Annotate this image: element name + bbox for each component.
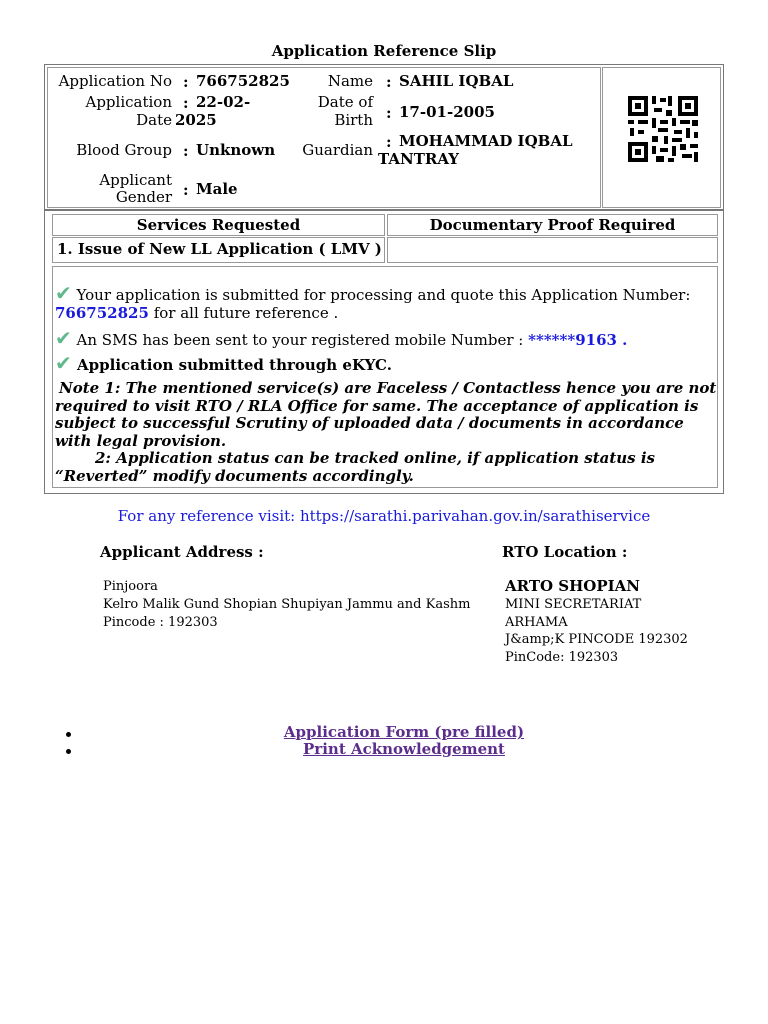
check-icon: ✔	[55, 326, 72, 350]
rto-line-2: ARHAMA	[505, 615, 568, 630]
rto-line-3: J&amp;K PINCODE 192302	[505, 632, 688, 647]
submission-text-end: for all future reference .	[148, 303, 339, 322]
colon: :	[386, 133, 392, 151]
rto-name: ARTO SHOPIAN	[505, 577, 641, 595]
mobile-number-masked: ******9163 .	[528, 331, 628, 349]
colon: :	[183, 142, 189, 160]
application-no-value: 766752825	[196, 72, 290, 90]
submission-text: Your application is submitted for processing and quote this Application Number:	[76, 286, 691, 304]
name-label: Name	[327, 72, 373, 90]
submission-message	[55, 281, 715, 322]
documentary-proof-header: Documentary Proof Required	[387, 214, 718, 236]
application-number-highlight: 766752825	[55, 303, 149, 322]
gender-value: Male	[196, 180, 238, 198]
ekyc-message	[55, 351, 715, 375]
guardian-value-1: MOHAMMAD IQBAL	[399, 132, 573, 150]
blood-group-label: Blood Group	[76, 141, 172, 159]
services-box	[44, 209, 724, 494]
name-value: SAHIL IQBAL	[399, 72, 514, 90]
note-1: Note 1: The mentioned service(s) are Faceless / Contactless hence you are not required to visit RTO / RLA Office for same. The acceptance of application is subject to successful Scrutiny of uploaded data / documents in accordance with legal provision.	[55, 379, 717, 450]
print-acknowledgement-link[interactable]: Print Acknowledgement	[303, 740, 505, 758]
colon: :	[183, 94, 189, 112]
applicant-address-label: Applicant Address :	[100, 543, 264, 561]
guardian-label: Guardian	[302, 141, 373, 159]
colon: :	[183, 181, 189, 199]
services-requested-header: Services Requested	[52, 214, 385, 236]
address-pincode: Pincode : 192303	[103, 615, 218, 630]
dob-value: 17-01-2005	[399, 103, 495, 121]
ekyc-text: Application submitted through eKYC.	[77, 356, 392, 374]
check-icon: ✔	[55, 281, 72, 305]
application-form-link[interactable]: Application Form (pre filled)	[283, 723, 525, 741]
page-title: Application Reference Slip	[271, 42, 497, 60]
sms-message	[55, 326, 715, 350]
note-2: 2: Application status can be tracked online, if application status is “Reverted” modify documents accordingly.	[55, 449, 655, 485]
colon: :	[386, 73, 392, 91]
application-date-value-2: 2025	[175, 111, 217, 129]
rto-line-1: MINI SECRETARIAT	[505, 597, 642, 612]
service-row-1: 1. Issue of New LL Application ( LMV )	[52, 237, 385, 263]
address-line-2: Kelro Malik Gund Shopian Shupiyan Jammu and Kashm	[103, 597, 471, 612]
address-line-1: Pinjoora	[103, 579, 158, 594]
application-date-value-1: 22-02-	[196, 93, 251, 111]
sms-text: An SMS has been sent to your registered mobile Number :	[76, 331, 529, 349]
qr-cell	[602, 67, 721, 208]
messages-panel	[52, 266, 718, 488]
guardian-value-2: TANTRAY	[378, 150, 459, 168]
rto-location-label: RTO Location :	[502, 543, 628, 561]
application-date-label-1: Application	[85, 93, 172, 111]
reference-link-text: For any reference visit: https://sarathi.parivahan.gov.in/sarathiservice	[117, 507, 651, 525]
rto-pincode: PinCode: 192303	[505, 650, 619, 665]
qr-code-icon	[628, 96, 698, 162]
dob-label-2: Birth	[334, 111, 373, 129]
check-icon: ✔	[55, 351, 72, 375]
applicant-details-table	[47, 67, 601, 208]
blood-group-value: Unknown	[196, 141, 276, 159]
application-date-label-2: Date	[136, 111, 172, 129]
service-row-1-proof	[387, 237, 718, 263]
colon: :	[183, 73, 189, 91]
gender-label-2: Gender	[115, 188, 172, 206]
colon: :	[386, 104, 392, 122]
dob-label-1: Date of	[317, 93, 373, 111]
application-no-label: Application No	[58, 72, 172, 90]
applicant-details-box	[44, 64, 724, 211]
gender-label-1: Applicant	[99, 171, 172, 189]
